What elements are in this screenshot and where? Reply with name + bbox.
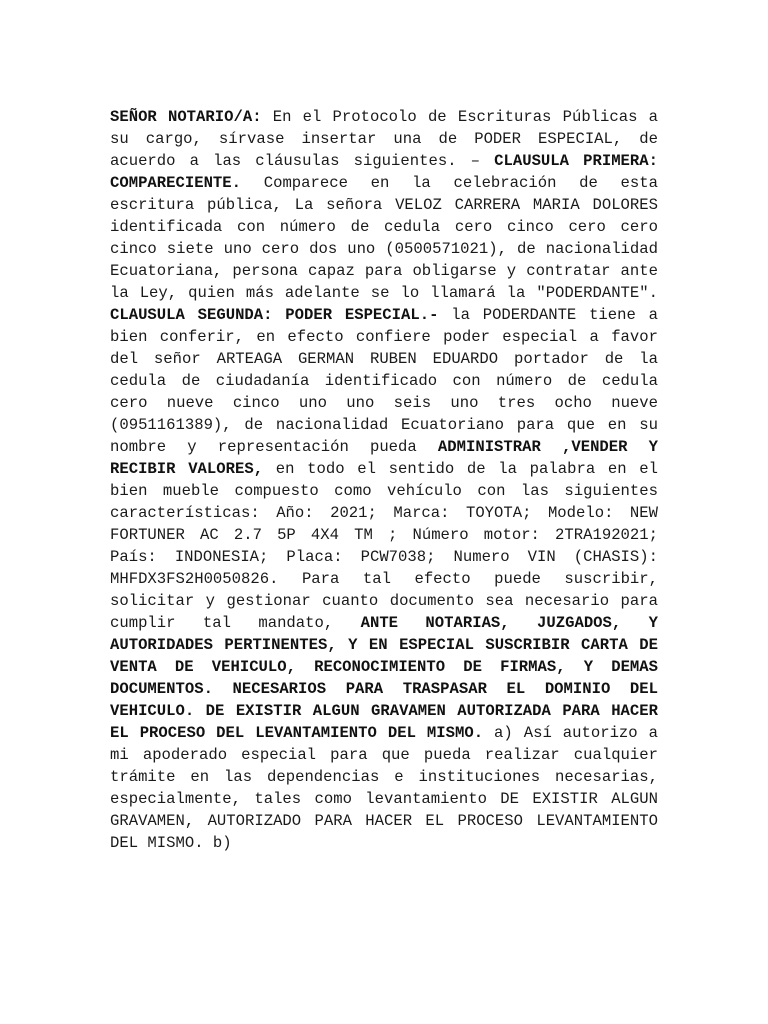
salutation-heading: SEÑOR NOTARIO/A:	[110, 108, 262, 126]
document-body	[110, 106, 658, 854]
body-text: la PODERDANTE tiene a bien conferir, en efecto confiere poder especial a favor del señor ARTEAGA GERMAN RUBEN EDUARDO portador de la cedula de ciudadanía identificado con número de cedula cero nueve cinco uno uno seis uno tres ocho nueve (0951161389), de nacionalidad Ecuatoriano para que en su nombre y representación pueda	[110, 306, 658, 456]
body-text: Comparece en la celebración de esta escritura pública, La señora VELOZ CARRERA MARIA DOLORES identificada con número de cedula cero cinco cero cero cinco siete uno cero dos uno (0500571021), de nacionalidad Ecuatoriana, persona capaz para obligarse y contratar ante la Ley, quien más adelante se lo llamará la "PODERDANTE".	[110, 174, 658, 302]
body-text: a) Así autorizo a mi apoderado especial para que pueda realizar cualquier trámite en las dependencias e instituciones necesarias, especialmente, tales como levantamiento DE EXISTIR ALGUN GRAVAMEN, AUTORIZADO PARA HACER EL PROCESO LEVANTAMIENTO DEL MISMO. b)	[110, 724, 658, 852]
clause-one-heading: CLAUSULA PRIMERA: COMPARECIENTE.	[110, 152, 658, 192]
body-text: en todo el sentido de la palabra en el bien mueble compuesto como vehículo con las siguientes características: Año: 2021; Marca: TOYOTA; Modelo: NEW FORTUNER AC 2.7 5P 4X4 TM ; Número motor: 2TRA192021; País: INDONESIA; Placa: PCW7038; Numero VIN (CHASIS): MHFDX3FS2H0050826. Para tal efecto puede suscribir, solicitar y gestionar cuanto documento sea necesario para cumplir tal mandato,	[110, 460, 658, 632]
clause-two-heading: CLAUSULA SEGUNDA: PODER ESPECIAL.-	[110, 306, 439, 324]
body-text: En el Protocolo de Escrituras Públicas a su cargo, sírvase insertar una de PODER ESPECIAL, de acuerdo a las cláusulas siguientes. –	[110, 108, 659, 170]
powers-emphasis: ADMINISTRAR ,VENDER Y RECIBIR VALORES,	[110, 438, 659, 478]
authorities-emphasis: ANTE NOTARIAS, JUZGADOS, Y AUTORIDADES PERTINENTES, Y EN ESPECIAL SUSCRIBIR CARTA DE VENTA DE VEHICULO, RECONOCIMIENTO DE FIRMAS, Y DEMAS DOCUMENTOS. NECESARIOS PARA TRASPASAR EL DOMINIO DEL VEHICULO. DE EXISTIR ALGUN GRAVAMEN AUTORIZADA PARA HACER EL PROCESO DEL LEVANTAMIENTO DEL MISMO.	[110, 614, 658, 742]
